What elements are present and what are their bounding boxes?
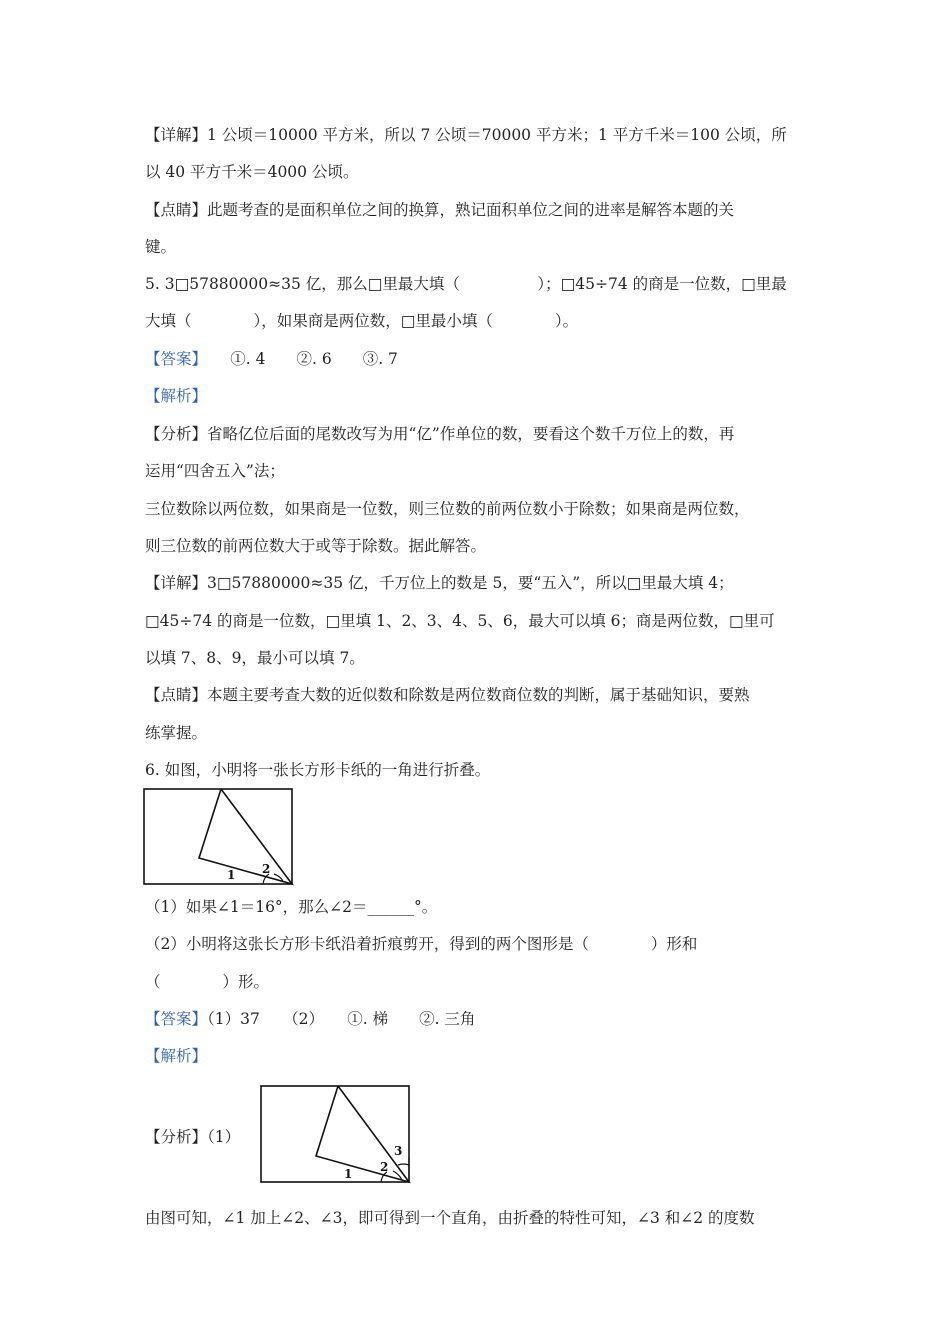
q6-stem: 6. 如图，小明将一张长方形卡纸的一角进行折叠。 — [145, 761, 491, 779]
fig2-label-3: 3 — [394, 1144, 403, 1158]
answer-tag: 【答案】 — [145, 350, 200, 368]
q6-sub1: （1）如果∠1＝16°，那么∠2＝______°。 — [145, 898, 438, 916]
q5-fenxi-line3: 三位数除以两位数，如果商是一位数，则三位数的前两位数小于除数；如果商是两位数， — [145, 500, 750, 518]
q5-stem-line2: 大填（ ），如果商是两位数，□里最小填（ ）。 — [145, 312, 579, 330]
q4-point-line2: 键。 — [145, 238, 177, 256]
q5-fenxi-line2: 运用“四舍五入”法； — [145, 462, 285, 480]
fig1-label-2: 2 — [262, 862, 271, 876]
q5-stem-line1: 5. 3□57880000≈35 亿，那么□里最大填（ ）；□45÷74 的商是一位数，□里最 — [145, 275, 787, 293]
q5-detail-line1: 【详解】3□57880000≈35 亿，千万位上的数是 5，要“五入”，所以□里最大填 4； — [145, 574, 734, 592]
q5-detail-line2: □45÷74 的商是一位数，□里填 1、2、3、4、5、6，最大可以填 6；商是两位数，□里可 — [145, 612, 775, 630]
fig2-label-2: 2 — [380, 1160, 389, 1174]
q5-fenxi-line4: 则三位数的前两位数大于或等于除数。据此解答。 — [145, 537, 487, 555]
answer-text: （1）37 （2） ①. 梯 ②. 三角 — [207, 1010, 476, 1028]
q4-point-line1: 【点睛】此题考查的是面积单位之间的换算，熟记面积单位之间的进率是解答本题的关 — [145, 201, 735, 219]
q5-point-line2: 练掌握。 — [145, 724, 208, 742]
q6-sub2-line1: （2）小明将这张长方形卡纸沿着折痕剪开，得到的两个图形是（ ）形和 — [145, 935, 698, 953]
fig1-label-1: 1 — [227, 868, 236, 882]
q5-detail-line3: 以填 7、8、9，最小可以填 7。 — [145, 649, 365, 667]
q6-sub2-line2: （ ）形。 — [145, 973, 270, 991]
fold-figure-1 — [143, 788, 295, 886]
q5-analysis-tag: 【解析】 — [145, 387, 208, 405]
q5-point-line1: 【点睛】本题主要考查大数的近似数和除数是两位数商位数的判断，属于基础知识，要熟 — [145, 686, 750, 704]
q6-last-line: 由图可知，∠1 加上∠2、∠3，即可得到一个直角，由折叠的特性可知，∠3 和∠2 的度数 — [145, 1209, 755, 1227]
q6-answer — [145, 1009, 475, 1029]
q4-detail-line1: 【详解】1 公顷＝10000 平方米，所以 7 公顷＝70000 平方米；1 平方千米＝100 公顷，所 — [145, 126, 787, 144]
q6-fenxi-prefix: 【分析】（1） — [145, 1128, 241, 1146]
q4-detail-line2: 以 40 平方千米＝4000 公顷。 — [145, 163, 359, 181]
fold-figure-2 — [260, 1085, 412, 1185]
answer-tag: 【答案】 — [145, 1010, 208, 1028]
q5-fenxi-line1: 【分析】省略亿位后面的尾数改写为用“亿”作单位的数，要看这个数千万位上的数，再 — [145, 425, 735, 443]
q5-answer — [145, 349, 398, 369]
answer-text: ①. 4 ②. 6 ③. 7 — [199, 350, 398, 368]
fig2-label-1: 1 — [344, 1167, 353, 1181]
q6-analysis-tag: 【解析】 — [145, 1047, 208, 1065]
